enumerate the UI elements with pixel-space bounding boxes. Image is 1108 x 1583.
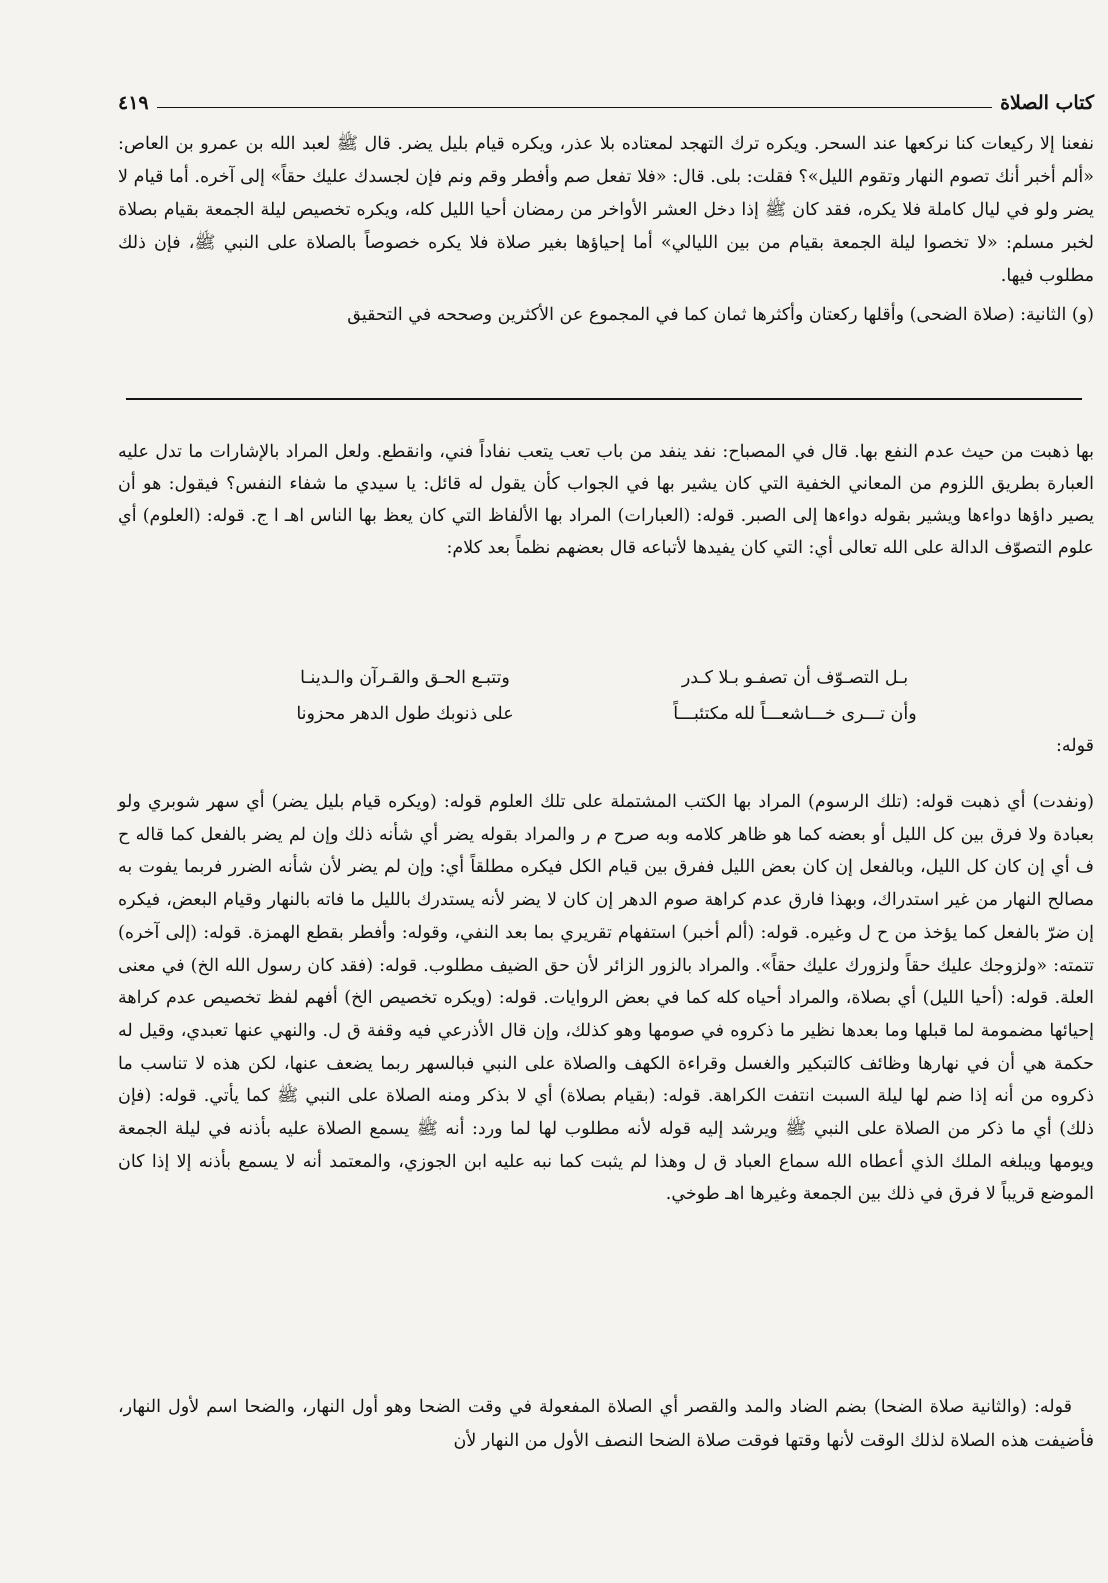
matn-text	[118, 128, 1094, 332]
matn-paragraph: (و) الثانية: (صلاة الضحى) وأقلها ركعتان وأكثرها ثمان كما في المجموع عن الأكثرين وصححه في التحقيق	[347, 305, 1094, 325]
verse-hemistich-left: على ذنوبك طول الدهر محزونا	[296, 704, 514, 724]
commentary-paragraph: (ونفدت) أي ذهبت قوله: (تلك الرسوم) المراد بها الكتب المشتملة على تلك العلوم قوله: (ويكره قيام بليل يضر) أي سهر شوبري ولو بعبادة ولا فرق بين كل الليل أو بعضه كما هو ظاهر كلامه وبه صرح م ر والمراد بقوله يضر أي شأنه ذلك وإن لم يضر بالفعل كما قاله ح ف أي إن كان كل الليل، وبالفعل إن كان بعض الليل ففرق بين قيام الكل فيكره مطلقاً أي: وإن لم يضر لأن شأنه الضرر فربما يفوت به مصالح النهار من غير استدراك، وبهذا فارق عدم كراهة صوم الدهر إن كان لا يضر لأنه يستدرك بالليل ما فاته بالنهار وقيام البعض، فيكره إن ضرّ بالفعل كما يؤخذ من ح ل وغيره. قوله: (ألم أخبر) استفهام تقريري بما بعد النفي، وقوله: وأفطر بقطع الهمزة. قوله: (إلى آخره) تتمته: «ولزوجك عليك حقاً ولزورك عليك حقاً». والمراد بالزور الزائر لأن حق الضيف مطلوب. قوله: (فقد كان رسول الله الخ) في معنى العلة. قوله: (أحيا الليل) أي بصلاة، والمراد أحياه كله كما في بعض الروايات. قوله: (ويكره تخصيص الخ) أفهم لفظ تخصيص عدم كراهة إحيائها مضمومة لما قبلها وما بعدها نظير ما ذكروه في صومها وهو كذلك، وإن قال الأذرعي فيه وقفة ق ل. والنهي عنها تعبدي، وقيل له حكمة هي أن في نهارها وظائف كالتبكير والغسل وقراءة الكهف والصلاة على النبي فبالسهر ربما يضعف عنها، لكن هذه لا تناسب ما ذكروه من أنه إذا ضم لها ليلة السبت انتفت الكراهة. قوله: (بقيام بصلاة) أي لا بذكر ومنه الصلاة على النبي ﷺ كما يأتي. قوله: (فإن ذلك) أي ما ذكر من الصلاة على النبي ﷺ ويرشد إليه قوله لأنه مطلوب لها لما ورد: أنه ﷺ يسمع الصلاة عليه بأذنه في ليلة الجمعة ويومها ويبلغه الملك الذي أعطاه الله سماع العباد ق ل وهذا لم يثبت كما نبه عليه ابن الجوزي، والمعتمد أنه لا يسمع بأذنه إلا إذا كان الموضع قريباً لا فرق في ذلك بين الجمعة وغيرها اهـ طوخي.	[118, 792, 1094, 1205]
verse-hemistich-right: وأن تـــرى خـــاشعـــاً لله مكتئبـــاً	[673, 704, 917, 724]
verse-hemistich-left: وتتبـع الحـق والقـرآن والـدينـا	[300, 668, 510, 688]
matn-paragraph: نفعنا إلا ركيعات كنا نركعها عند السحر. ويكره ترك التهجد لمعتاده بلا عذر، ويكره قيام بليل يضر. قال ﷺ لعبد الله بن عمرو بن العاص: «ألم أخبر أنك تصوم النهار وتقوم الليل»؟ فقلت: بلى. قال: «فلا تفعل صم وأفطر وقم ونم فإن لجسدك عليك حقاً» إلى آخره. أما قيام لا يضر ولو في ليال كاملة فلا يكره، فقد كان ﷺ إذا دخل العشر الأواخر من رمضان أحيا الليل كله، ويكره تخصيص ليلة الجمعة بقيام بصلاة لخبر مسلم: «لا تخصوا ليلة الجمعة بقيام من بين الليالي» أما إحياؤها بغير صلاة فلا يكره خصوصاً بالصلاة على النبي ﷺ، فإن ذلك مطلوب فيها.	[118, 134, 1094, 286]
header-rule	[157, 107, 992, 108]
running-header	[118, 84, 1094, 114]
poem-verse	[240, 660, 960, 696]
poem-verse	[240, 696, 960, 732]
commentary-text	[118, 1390, 1094, 1458]
commentary-paragraph: قوله: (والثانية صلاة الضحا) بضم الضاد والمد والقصر أي الصلاة المفعولة في وقت الضحا وهو أول النهار، والضحا اسم لأول النهار، فأضيفت هذه الصلاة لذلك الوقت لأنها وقتها فوقت صلاة الضحا النصف الأول من النهار لأن	[118, 1397, 1094, 1451]
footnote-divider	[126, 398, 1082, 400]
poem	[240, 660, 960, 732]
commentary-text	[118, 436, 1094, 564]
commentary-text	[118, 786, 1094, 1211]
commentary-paragraph: بها ذهبت من حيث عدم النفع بها. قال في المصباح: نفد ينفد من باب تعب يتعب نفاداً فني، وانقطع. ولعل المراد بالإشارات ما تدل عليه العبارة بطريق اللزوم من المعاني الخفية التي كان يشير بها في الجواب كأن يقول له قائل: يا سيدي ما شفاء النفس؟ فيقول: هو أن يصير داؤها دواءها ويشير بقوله دواءها إلى الصبر. قوله: (العبارات) المراد بها الألفاظ التي كان يعظ بها الناس اهـ ا ج. قوله: (العلوم) أي علوم التصوّف الدالة على الله تعالى أي: التي كان يفيدها لأتباعه قال بعضهم نظماً بعد كلام:	[118, 442, 1094, 558]
verse-hemistich-right: بـل التصـوّف أن تصفـو بـلا كـدر	[681, 668, 909, 688]
page-number: ٤١٩	[118, 92, 149, 114]
qawluh-label: قوله:	[1055, 736, 1094, 756]
chapter-title: كتاب الصلاة	[1000, 92, 1094, 114]
